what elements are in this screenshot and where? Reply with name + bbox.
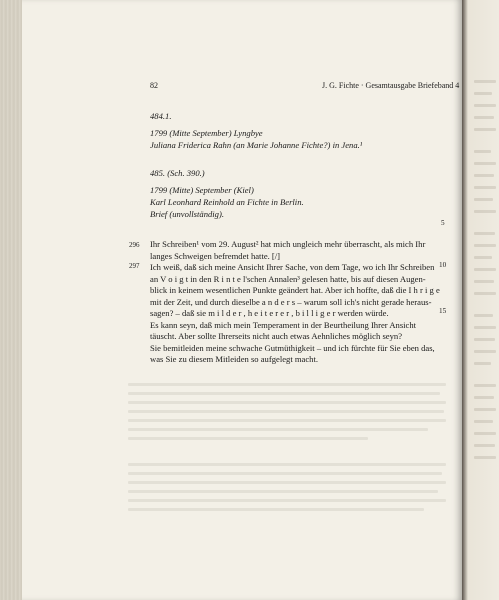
body-line: täuscht. Aber sollte Ihrerseits nicht auch etwas Aehnliches möglich seyn? xyxy=(150,331,403,341)
entry-number: 484.1. xyxy=(150,111,172,121)
body-line: sagen? – daß sie m i l d e r , h e i t e r e r , b i l l i g e r werden würde. xyxy=(150,308,389,318)
entry-date-line: 1799 (Mitte) September (Kiel) xyxy=(150,185,254,195)
body-line: an V o i g t in den R i n t e l'schen Annalen³ gelesen hatte, bis auf diesen Augen- xyxy=(150,273,426,284)
line-number: 15 xyxy=(439,307,447,315)
body-line: blick in keinem wesentlichen Punkte geändert hat. Aber ich hoffte, daß die I h r i g e xyxy=(150,285,440,295)
line-number: 5 xyxy=(441,219,445,227)
entry-number: 485. (Sch. 390.) xyxy=(150,168,205,178)
body-line: was Sie zu diesem Mitleiden so aufgelegt macht. xyxy=(150,354,319,364)
entry-address-line: Juliana Friderica Rahn (an Marie Johanne Fichte?) in Jena.¹ xyxy=(150,140,363,150)
body-line: Es kann seyn, daß mich mein Temperament in der Beurtheilung Ihrer Ansicht xyxy=(150,319,417,330)
body-line: Ihr Schreiben¹ vom 29. August² hat mich ungleich mehr überrascht, als mich Ihr xyxy=(150,239,426,249)
margin-page-ref: 296 xyxy=(129,241,140,249)
book-binding-edge xyxy=(0,0,22,600)
line-number: 10 xyxy=(439,261,447,269)
page-number: 82 xyxy=(150,81,158,90)
entry-note-line: Brief (unvollständig). xyxy=(150,209,224,219)
adjacent-page-edge xyxy=(462,0,499,600)
margin-page-ref: 297 xyxy=(129,262,140,270)
entry-date-line: 1799 (Mitte September) Lyngbye xyxy=(150,128,263,138)
body-line: langes Schweigen befremdet hatte. [/] xyxy=(150,250,281,261)
entry-address-line: Karl Leonhard Reinhold an Fichte in Berlin. xyxy=(150,197,304,207)
running-title: J. G. Fichte · Gesamtausgabe Briefeband 4 xyxy=(322,81,460,90)
body-line: mit der Zeit, und durch dieselbe a n d e r s – warum soll ich's nicht gerade heraus- xyxy=(150,296,432,307)
body-line: Sie bemitleiden meine schwache Gutmüthigkeit – und ich fürchte für Sie eben das, xyxy=(150,342,435,353)
body-line: Ich weiß, daß sich meine Ansicht Ihrer Sache, von dem Tage, wo ich Ihr Schreiben xyxy=(150,262,435,272)
